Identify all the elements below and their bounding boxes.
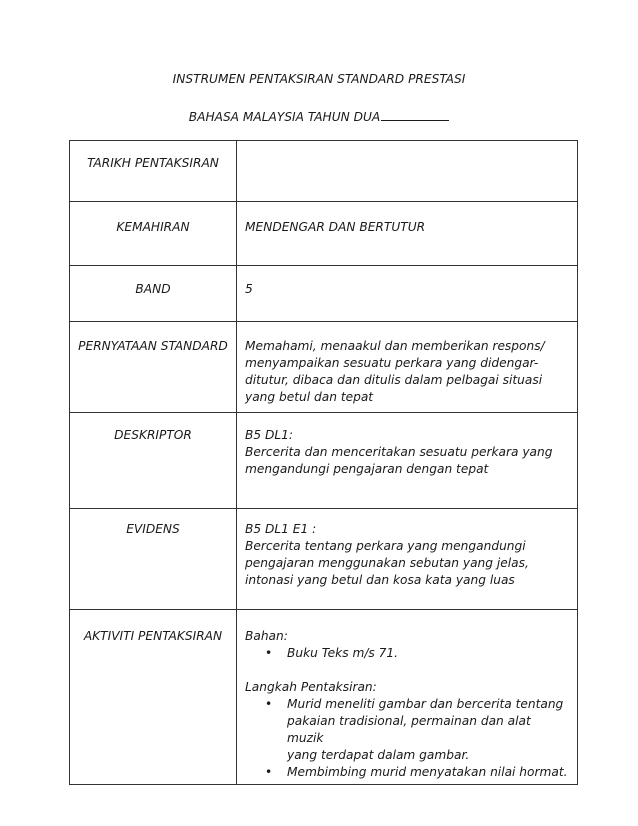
table-row-pernyataan-standard [70, 322, 578, 413]
document-title: INSTRUMEN PENTAKSIRAN STANDARD PRESTASI [172, 72, 466, 86]
bullet-icon: • [265, 697, 273, 711]
list-item-line: Murid meneliti gambar dan bercerita tentang [287, 697, 564, 711]
value-line: menyampaikan sesuatu perkara yang didengar- [245, 356, 539, 370]
bahan-list [245, 645, 571, 662]
spacer [245, 662, 571, 679]
row-value [237, 322, 578, 413]
table-row-band [70, 266, 578, 322]
table-row-tarikh [70, 141, 578, 202]
document-subtitle [0, 108, 638, 124]
list-item-text: Buku Teks m/s 71. [287, 646, 399, 660]
value-line: B5 DL1: [245, 428, 294, 442]
table-row-evidens [70, 509, 578, 610]
value-line: mengandungi pengajaran dengan tepat [245, 462, 489, 476]
value-line: intonasi yang betul dan kosa kata yang luas [245, 573, 515, 587]
row-label: KEMAHIRAN [70, 202, 237, 266]
tarikh-value-cell [237, 141, 578, 202]
list-item-line: pakaian tradisional, permainan dan alat muzik [287, 714, 531, 745]
value-line: B5 DL1 E1 : [245, 522, 317, 536]
row-label: BAND [70, 266, 237, 322]
row-value [237, 509, 578, 610]
list-item [265, 645, 571, 662]
subtitle-text: BAHASA MALAYSIA TAHUN DUA [188, 110, 381, 124]
row-label: TARIKH PENTAKSIRAN [70, 141, 237, 202]
assessment-table [69, 140, 578, 785]
value-line: Memahami, menaakul dan memberikan respons/ [245, 339, 545, 353]
row-label: DESKRIPTOR [70, 413, 237, 509]
value-line: Bercerita dan menceritakan sesuatu perkara yang [245, 445, 553, 459]
row-label: PERNYATAAN STANDARD [70, 322, 237, 413]
value-line: Bercerita tentang perkara yang mengandungi [245, 539, 526, 553]
langkah-heading: Langkah Pentaksiran: [245, 680, 377, 694]
list-item [265, 764, 571, 781]
list-item-line: yang terdapat dalam gambar. [287, 748, 470, 762]
table-row-aktiviti-pentaksiran [70, 610, 578, 785]
table-row-deskriptor [70, 413, 578, 509]
row-label: EVIDENS [70, 509, 237, 610]
row-value [237, 413, 578, 509]
langkah-list [245, 696, 571, 781]
row-value: 5 [237, 266, 578, 322]
value-line: ditutur, dibaca dan ditulis dalam pelbagai situasi [245, 373, 543, 387]
row-value [237, 610, 578, 785]
list-item [265, 696, 571, 764]
row-label: AKTIVITI PENTAKSIRAN [70, 610, 237, 785]
row-value: MENDENGAR DAN BERTUTUR [237, 202, 578, 266]
bahan-heading: Bahan: [245, 629, 288, 643]
blank-underline [381, 108, 449, 121]
value-line: pengajaran menggunakan sebutan yang jelas, [245, 556, 529, 570]
bullet-icon: • [265, 646, 273, 660]
value-line: yang betul dan tepat [245, 390, 374, 404]
table-row-kemahiran [70, 202, 578, 266]
list-item-line: Membimbing murid menyatakan nilai hormat. [287, 765, 568, 779]
bullet-icon: • [265, 765, 273, 779]
